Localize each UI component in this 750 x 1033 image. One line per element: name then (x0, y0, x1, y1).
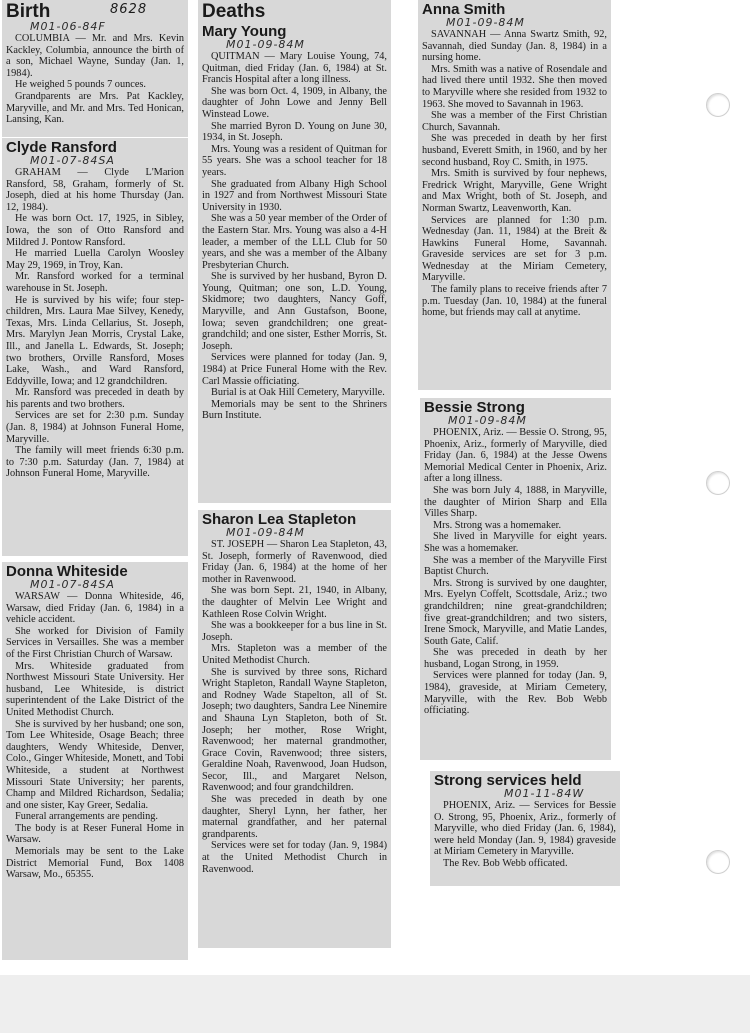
paragraph: PHOENIX, Ariz. — Services for Bessie O. Strong, 95, Phoenix, Ariz., formerly of Maryville, who died Friday (Jan. 6, 1984), were held Monday (Jan. 9, 1984) graveside at Miriam Cemetery in Maryville. (434, 800, 616, 858)
paragraph: ST. JOSEPH — Sharon Lea Stapleton, 43, St. Joseph, formerly of Ravenwood, died Friday (Jan. 6, 1984) at the home of her mother in Ravenwood. (202, 539, 387, 585)
paragraph: Services were planned for today (Jan. 9, 1984), graveside, at Miriam Cemetery, Maryville, with the Rev. Bob Webb officiating. (424, 670, 607, 717)
obituary-headline: Mary Young (202, 23, 287, 40)
paragraph: Mrs. Smith was a native of Rosendale and had lived there until 1932. She then moved to Maryville where she resided from 1932 to 1963. She moved to Savannah in 1963. (422, 63, 607, 110)
section-heading-deaths: Deaths (202, 1, 266, 22)
paragraph: She was a member of the First Christian Church, Savannah. (422, 110, 607, 133)
clipping-body (434, 800, 616, 870)
binder-hole (706, 850, 730, 874)
paragraph: She was preceded in death by one daughter, Sheryl Lynn, her father, her maternal grandfather, and her paternal grandparents. (202, 794, 387, 840)
paragraph: Mrs. Stapleton was a member of the United Methodist Church. (202, 643, 387, 666)
binder-hole (706, 471, 730, 495)
paragraph: Mrs. Smith is survived by four nephews, Fredrick Wright, Maryville, Gene Wright and Max Wright, both of St. Joseph, and Norman Swartz, Leavenworth, Kan. (422, 168, 607, 214)
paragraph: SAVANNAH — Anna Swartz Smith, 92, Savannah, died Sunday (Jan. 8, 1984) in a nursing home. (422, 29, 607, 64)
obituary-headline: Clyde Ransford (6, 139, 117, 156)
handwritten-date: M01-09-84M (226, 526, 305, 539)
clipping-bessie-strong (420, 398, 611, 760)
handwritten-date: M01-07-84SA (30, 578, 115, 591)
paragraph: Services are set for 2:30 p.m. Sunday (Jan. 8, 1984) at Johnson Funeral Home, Maryville. (6, 410, 184, 445)
handwritten-date: M01-11-84W (504, 787, 585, 800)
paragraph: COLUMBIA — Mr. and Mrs. Kevin Kackley, Columbia, announce the birth of a son, Michael Wayne, Sunday (Jan. 1, 1984). (6, 33, 184, 79)
paragraph: The Rev. Bob Webb officated. (443, 857, 568, 869)
clipping-body (424, 427, 607, 717)
paragraph: Mr. Ransford worked for a terminal warehouse in St. Joseph. (6, 271, 184, 294)
paragraph: She is survived by three sons, Richard Wright Stapleton, Randall Wayne Stapleton, and Rodney Wade Stapelton, all of St. Joseph; two daughters, Sandra Lee Ninemire and Shauna Lyn Stapleton, both of St. Joseph; her mother, Rose Wright, Ravenwood; her maternal grandmother, Grace Covin, Ravenwood; three sisters, Geraldine Noah, Ravenwood, Joan Hudson, Secor, Ill., and Margaret Nelson, Ravenwood; and four grandchildren. (202, 666, 387, 794)
paragraph: Mrs. Whiteside graduated from Northwest Missouri State University. Her husband, Lee Whiteside, is district superintendent of the Lake District of the United Methodist Church. (6, 660, 184, 718)
clipping-body (202, 51, 387, 422)
paragraph: Memorials may be sent to the Shriners Burn Institute. (202, 398, 387, 422)
clipping-body (202, 539, 387, 875)
paragraph: She is survived by her husband; one son, Tom Lee Whiteside, Osage Beach; three daughters, Wendy Whiteside, Denver, Colo., Ginger Whiteside, Monett, and Tobi Whiteside, a student at Northwest Missouri State University; her parents, Champ and Mildred Richardson, Sedalia; and one sister, Kay Greer, Sedalia. (6, 718, 184, 811)
paragraph: Services were set for today (Jan. 9, 1984) at the United Methodist Church in Ravenwood. (202, 840, 387, 875)
obituary-headline: Donna Whiteside (6, 563, 128, 580)
paragraph: He is survived by his wife; four step-children, Mrs. Laura Mae Silvey, Kenedy, Texas, Mrs. Linda Cellarius, St. Joseph, Mrs. Marylyn Jean Morris, Crystal Lake, Ill., and Janella L. Edwards, St. Joseph; two brothers, Orville Ransford, Moses Lake, Wash., and Ward Ransford, Eddyville, Iowa; and 12 grandchildren. (6, 294, 184, 387)
paragraph: She was a bookkeeper for a bus line in St. Joseph. (202, 620, 387, 643)
paragraph: Mrs. Strong is survived by one daughter, Mrs. Eyelyn Coffelt, Scottsdale, Ariz.; two grandchildren; nine great-grandchildren; five great-grandchildren; and two sisters, Irene Smock, Maryville, and Matie Landes, South Gate, Calif. (424, 577, 607, 647)
paragraph: Memorials may be sent to the Lake District Memorial Fund, Box 1408 Warsaw, Mo., 65355. (6, 846, 184, 881)
obituary-headline: Sharon Lea Stapleton (202, 511, 357, 528)
paragraph: She worked for Division of Family Services in Versailles. She was a member of the First Christian Church of Warsaw. (6, 625, 184, 660)
binder-hole (706, 93, 730, 117)
handwritten-date: M01-09-84M (446, 16, 525, 29)
paragraph: Mrs. Strong was a homemaker. (433, 519, 562, 531)
paragraph: She graduated from Albany High School in 1927 and from Northwest Missouri State University in 1930. (202, 178, 387, 213)
paragraph: She was born Sept. 21, 1940, in Albany, the daughter of Melvin Lee Wright and Kathleen Rose Colvin Wright. (202, 585, 387, 620)
paragraph: WARSAW — Donna Whiteside, 46, Warsaw, died Friday (Jan. 6, 1984) in a vehicle accident. (6, 591, 184, 626)
paragraph: Mr. Ransford was preceded in death by his parents and two brothers. (6, 387, 184, 410)
handwritten-date: M01-07-84SA (30, 154, 115, 167)
paragraph: He was born Oct. 17, 1925, in Sibley, Iowa, the son of Otto Ransford and Mildred J. Pontow Ransford. (6, 213, 184, 248)
section-heading-birth: Birth (6, 1, 51, 22)
clipping-mary-young (198, 0, 391, 503)
handwritten-date: M01-06-84F (30, 20, 106, 33)
paragraph: He married Luella Carolyn Woosley May 29, 1969, in Troy, Kan. (6, 248, 184, 271)
clipping-sharon-stapleton (198, 510, 391, 948)
clipping-body (6, 167, 184, 480)
paragraph: She was born Oct. 4, 1909, in Albany, the daughter of John Lowe and Jenny Bell Winstead Lowe. (202, 85, 387, 120)
birth-archive-number: 8628 (110, 2, 148, 17)
obituary-headline: Anna Smith (422, 1, 506, 18)
paragraph: Services are planned for 1:30 p.m. Wednesday (Jan. 11, 1984) at the Breit & Hawkins Funeral Home, Savannah. Graveside services are set for 3 p.m. Wednesday at the Miriam Cemetery, Maryville. (422, 214, 607, 284)
clipping-birth-kackley (2, 0, 188, 137)
paragraph: He weighed 5 pounds 7 ounces. (15, 79, 146, 91)
paragraph: PHOENIX, Ariz. — Bessie O. Strong, 95, Phoenix, Ariz., formerly of Maryville, died Friday (Jan. 6, 1984) at the Jesse Owens Memorial Medical Center in Phoenix, Ariz. after a long illness. (424, 427, 607, 485)
clipping-clyde-ransford (2, 138, 188, 556)
paragraph: Grandparents are Mrs. Pat Kackley, Maryville, and Mr. and Mrs. Ted Honican, Lansing, Kan. (6, 90, 184, 126)
clipping-body (6, 591, 184, 881)
paragraph: QUITMAN — Mary Louise Young, 74, Quitman, died Friday (Jan. 6, 1984) at St. Francis Hospital after a long illness. (202, 51, 387, 86)
paragraph: She was a member of the Maryville First Baptist Church. (424, 554, 607, 578)
paragraph: Burial is at Oak Hill Cemetery, Maryville. (211, 387, 385, 399)
paragraph: She married Byron D. Young on June 30, 1934, in St. Joseph. (202, 120, 387, 144)
handwritten-date: M01-09-84M (448, 414, 527, 427)
paragraph: Mrs. Young was a resident of Quitman for 55 years. She was a school teacher for 18 years. (202, 143, 387, 178)
paragraph: She was preceded in death by her first husband, Everett Smith, in 1960, and by her second husband, Roy C. Smith, in 1975. (422, 133, 607, 168)
paragraph: She was born July 4, 1888, in Maryville, the daughter of Mirion Sharp and Ella Villes Sharp. (424, 484, 607, 520)
paragraph: She lived in Maryville for eight years. She was a homemaker. (424, 531, 607, 554)
paragraph: Funeral arrangements are pending. (15, 811, 158, 823)
paragraph: She was a 50 year member of the Order of the Eastern Star. Mrs. Young was also a 4-H leader, a member of the LLL Club for 50 years, and she was a member of the Albany Presbyterian Church. (202, 213, 387, 271)
obituary-headline: Bessie Strong (424, 399, 525, 416)
handwritten-date: M01-09-84M (226, 38, 305, 51)
clipping-strong-services-held (430, 771, 620, 886)
paragraph: The family will meet friends 6:30 p.m. to 7:30 p.m. Saturday (Jan. 7, 1984) at Johnson Funeral Home, Maryville. (6, 445, 184, 480)
paragraph: She was preceded in death by her husband, Logan Strong, in 1959. (424, 647, 607, 670)
obituary-headline: Strong services held (434, 772, 582, 789)
paragraph: The family plans to receive friends after 7 p.m. Tuesday (Jan. 10, 1984) at the funeral home, but friends may call at anytime. (422, 284, 607, 319)
paragraph: The body is at Reser Funeral Home in Warsaw. (6, 822, 184, 846)
paragraph: She is survived by her husband, Byron D. Young, Quitman; one son, L.D. Young, Skidmore; two daughters, Nancy Goff, Maryville, and Ann Gustafson, Boone, Iowa; seven grandchildren; one great-grandchild; and one sister, Esther Morris, St. Joseph. (202, 271, 387, 352)
paragraph: GRAHAM — Clyde L'Marion Ransford, 58, Graham, formerly of St. Joseph, died at his home Thursday (Jan. 12, 1984). (6, 167, 184, 213)
clipping-donna-whiteside (2, 562, 188, 960)
clipping-body (422, 29, 607, 319)
clipping-body (6, 33, 184, 126)
paragraph: Services were planned for today (Jan. 9, 1984) at Price Funeral Home with the Rev. Carl Massie officiating. (202, 352, 387, 387)
clipping-anna-smith (418, 0, 611, 390)
